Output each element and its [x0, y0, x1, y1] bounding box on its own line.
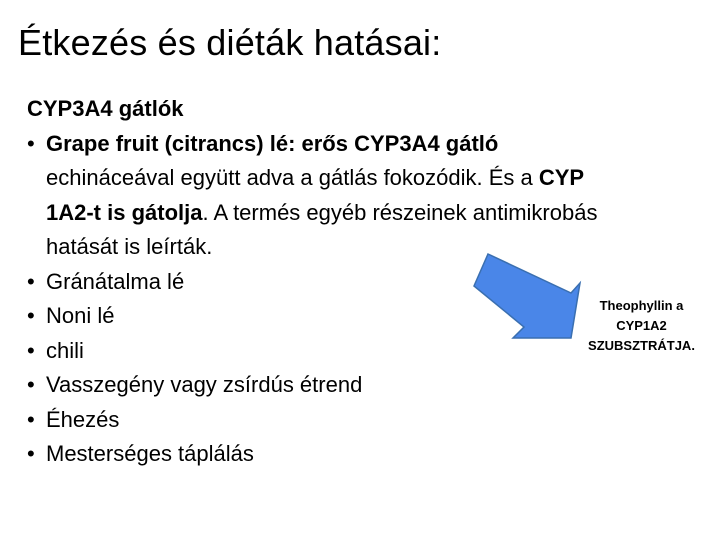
note-line-3: SZUBSZTRÁTJA.: [588, 338, 695, 353]
bullet-dot: •: [27, 372, 35, 397]
bullet-text: chili: [46, 337, 84, 363]
bullet-diet: [27, 368, 707, 403]
bullet-pomegranate: [27, 265, 707, 300]
subtitle-cyp3a4-inhibitors: CYP3A4 gátlók: [27, 96, 184, 121]
bullet-dot: •: [27, 441, 35, 466]
grapefruit-details: [27, 161, 707, 265]
note-line-1: Theophyllin a: [599, 298, 684, 313]
bullet-text: Éhezés: [46, 406, 120, 432]
slide-title: Étkezés és diéták hatásai:: [18, 22, 442, 63]
theophyllin-note: [569, 296, 714, 356]
note-line-2: CYP1A2: [616, 318, 667, 333]
slide-content: [27, 92, 707, 472]
grapefruit-line-3: 1A2-t is gátolja. A termés egyéb részeinek antimikrobás: [46, 199, 598, 225]
bullet-fasting: [27, 403, 707, 438]
bullet-text: Noni lé: [46, 303, 115, 328]
grapefruit-line-4: hatását is leírták.: [46, 234, 213, 259]
bullet-text: Gránátalma lé: [46, 268, 185, 294]
bullet-artificial-feeding: [27, 437, 707, 472]
bullet-text: Mesterséges táplálás: [46, 441, 254, 466]
bullet-dot: •: [27, 303, 35, 328]
grapefruit-line-2: echináceával együtt adva a gátlás fokozódik. És a CYP: [46, 165, 585, 190]
bullet-dot: •: [27, 337, 35, 363]
bullet-dot: •: [27, 406, 35, 432]
bullet-text: Vasszegény vagy zsírdús étrend: [46, 372, 363, 397]
bullet-dot: •: [27, 268, 35, 294]
grapefruit-head: Grape fruit (citrancs) lé: erős CYP3A4 gátló: [46, 130, 499, 156]
bullet-grapefruit: [27, 127, 707, 162]
bullet-dot: •: [27, 130, 35, 156]
